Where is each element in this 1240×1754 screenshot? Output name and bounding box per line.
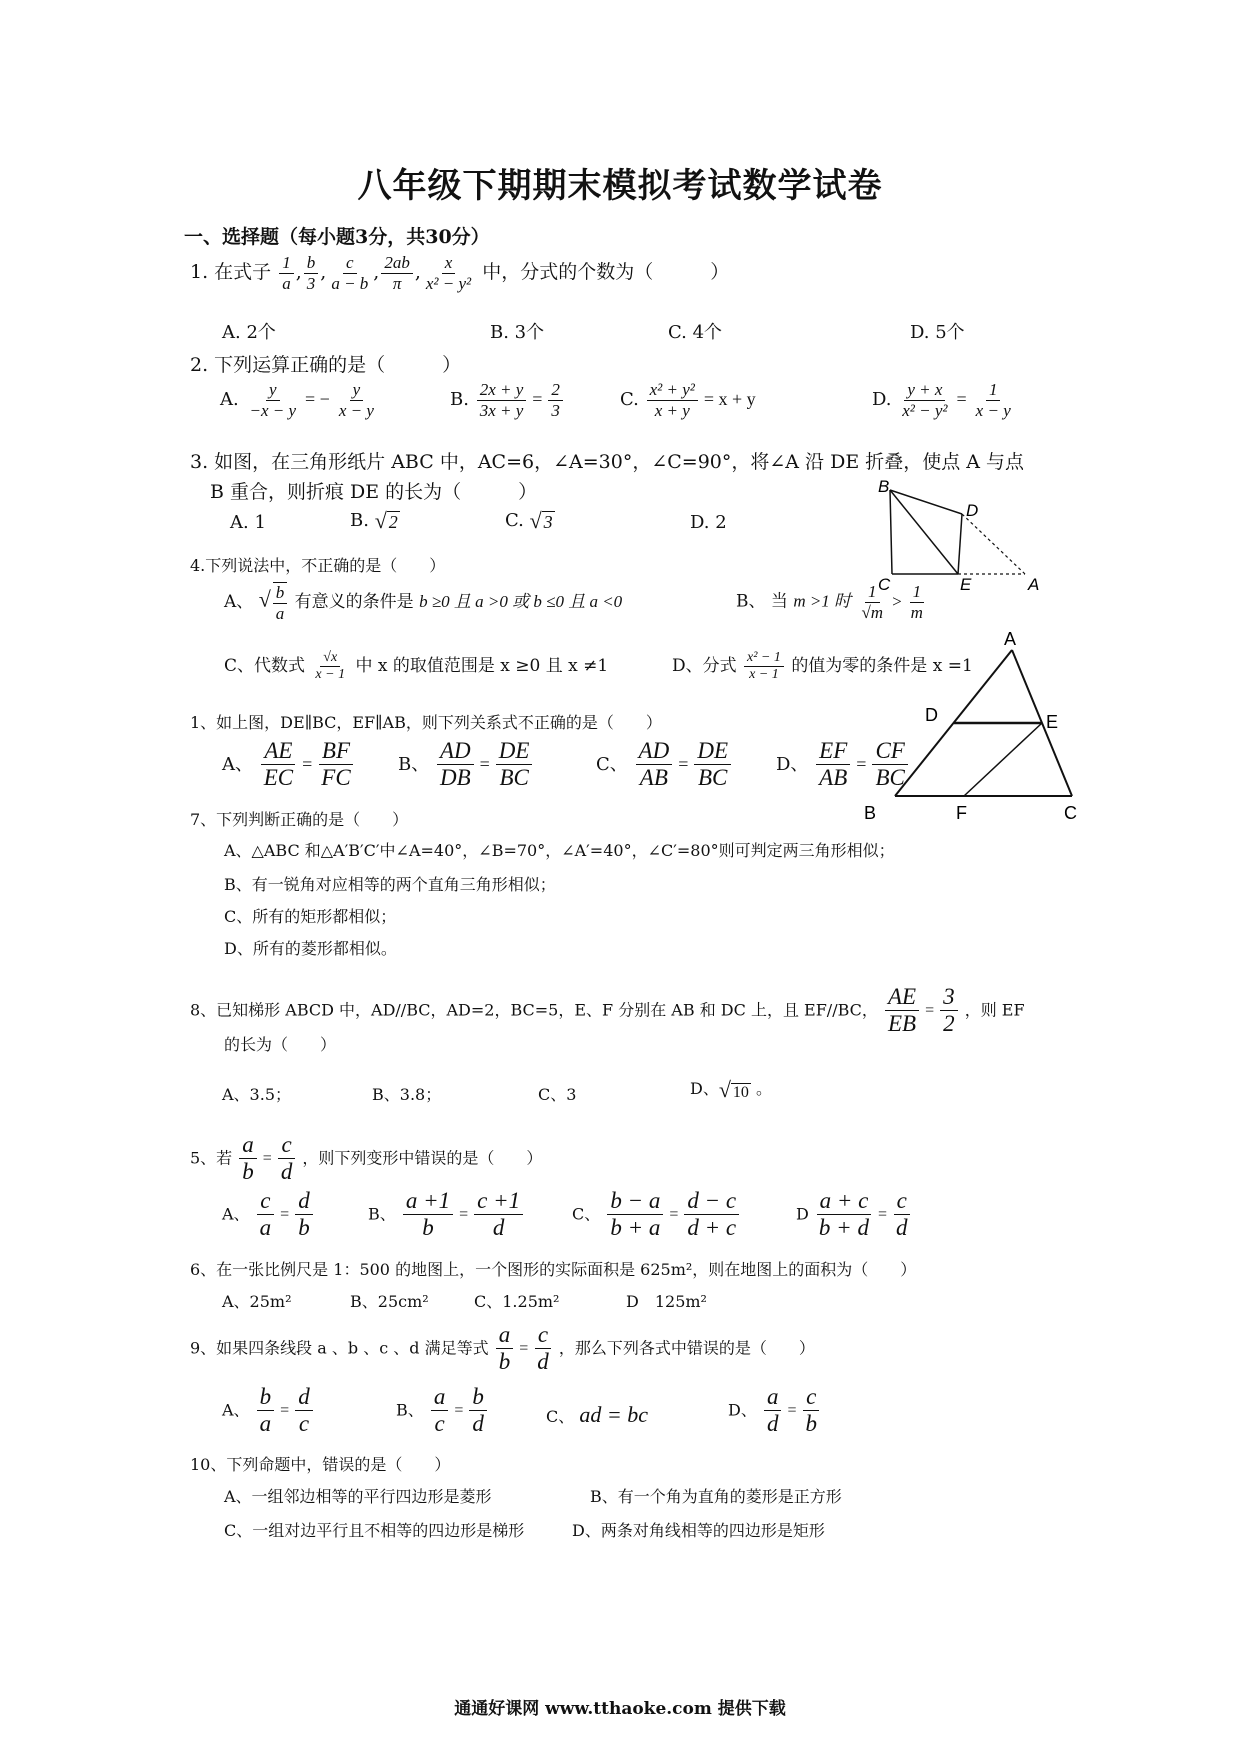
q5-option-d: D $\frac{a + c}{b + d}$ = $\frac{c}{d}$	[796, 1188, 912, 1242]
question-2: 2. 下列运算正确的是（ ）	[190, 354, 462, 376]
question-10: 10、下列命题中，错误的是（ ）	[190, 1455, 451, 1474]
question-1: 1. 在式子 $\frac{1}{a}$ , $\frac{b}{3}$ , $\frac{c}{a - b}$ , $\frac{2ab}{\pi}$ , $\frac{x}{\text{x² − y²}}$ 中，分式的个数为（ ）	[190, 253, 730, 293]
q10-option-d: D、两条对角线相等的四边形是矩形	[572, 1521, 825, 1540]
q6-option-a: A、25m²	[222, 1292, 292, 1311]
label-d: D	[966, 501, 979, 520]
label-b: B	[864, 803, 877, 823]
label-d: D	[925, 705, 938, 725]
q4-option-a: A、 √ $\frac{b}{a}$ 有意义的条件是 b ≥0 且 a >0 或 b ≤0 且 a <0	[224, 583, 623, 623]
q2-option-d: D. $\frac{y + x}{\text{x² − y²}}$ = $\frac{1}{x - y}$	[872, 380, 1011, 420]
label-b: B	[878, 478, 890, 496]
q6-option-c: C、1.25m²	[474, 1292, 560, 1311]
q7-option-d: D、所有的菱形都相似。	[224, 939, 397, 958]
q1b-option-d: D、 $\frac{EF}{AB}$ = $\frac{CF}{BC}$	[776, 738, 910, 792]
label-c: C	[878, 575, 891, 594]
q1-prefix: 1. 在式子	[190, 261, 272, 284]
q5-option-b: B、 $\frac{a +1}{b}$ = $\frac{c +1}{d}$	[368, 1188, 525, 1242]
question-3-line2: B 重合，则折痕 DE 的长为（ ）	[210, 481, 538, 503]
q7-option-a: A、△ABC 和△A′B′C′中∠A=40°，∠B=70°，∠A′=40°，∠C′=80°则可判定两三角形相似；	[224, 841, 895, 860]
q8-option-b: B、3.8；	[372, 1085, 442, 1104]
q2-option-a: A. $\frac{y}{-x - y}$ = − $\frac{y}{x - y}$	[220, 380, 374, 420]
q1b-option-a: A、 $\frac{AE}{EC}$ = $\frac{BF}{FC}$	[222, 738, 356, 792]
q3-option-b: B. √ 2	[350, 508, 398, 533]
q6-option-d: D 125m²	[626, 1292, 707, 1311]
q2-option-b: B. $\frac{2x + y}{3x + y}$ = $\frac{2}{3}$	[450, 380, 565, 420]
question-9: 9、如果四条线段 a 、b 、c 、d 满足等式 $\frac{a}{b}$ = $\frac{c}{d}$ ，那么下列各式中错误的是（ ）	[190, 1322, 815, 1375]
question-7: 7、下列判断正确的是（ ）	[190, 810, 409, 829]
section-heading: 一、选择题（每小题3分，共30分）	[184, 226, 490, 248]
footer-credit: 通通好课网 www.tthaoke.com 提供下载	[454, 1699, 786, 1719]
q9-option-a: A、 $\frac{b}{a}$ = $\frac{d}{c}$	[222, 1384, 315, 1438]
label-e: E	[1046, 712, 1059, 732]
q9-option-c: C、 ad = bc	[546, 1402, 648, 1427]
q1-suffix: 中，分式的个数为（ ）	[482, 261, 730, 284]
q2-option-c: C. $\frac{\text{x² + y²}}{x + y}$ = x + y	[620, 380, 756, 420]
q9-option-b: B、 $\frac{a}{c}$ = $\frac{b}{d}$	[396, 1384, 489, 1438]
q10-option-c: C、一组对边平行且不相等的四边形是梯形	[224, 1521, 525, 1540]
question-1b: 1、如上图，DE∥BC，EF∥AB，则下列关系式不正确的是（ ）	[190, 713, 662, 732]
q5-option-a: A、 $\frac{c}{a}$ = $\frac{d}{b}$	[222, 1188, 315, 1242]
q7-option-b: B、有一锐角对应相等的两个直角三角形相似；	[224, 875, 556, 894]
page-title: 八年级下期期末模拟考试数学试卷	[357, 166, 883, 206]
question-3-line1: 3. 如图，在三角形纸片 ABC 中，AC=6，∠A=30°，∠C=90°，将∠A 沿 DE 折叠，使点 A 与点	[190, 451, 1025, 473]
q1b-option-c: C、 $\frac{AD}{AB}$ = $\frac{DE}{BC}$	[596, 738, 733, 792]
question-6: 6、在一张比例尺是 1：500 的地图上，一个图形的实际面积是 625m²，则在地图上的面积为（ ）	[190, 1260, 917, 1279]
question-4: 4.下列说法中，不正确的是（ ）	[190, 556, 446, 575]
question-8-line1: 8、已知梯形 ABCD 中，AD//BC，AD=2，BC=5，E、F 分别在 AB 和 DC 上，且 EF//BC， $\frac{AE}{EB}$ = $\frac{3}{2}$ ，则 EF	[190, 984, 1025, 1037]
q1-option-c: C. 4个	[668, 322, 723, 343]
q8-option-d: D、√ 10 。	[690, 1076, 773, 1102]
question-8-line2: 的长为（ ）	[224, 1035, 337, 1054]
label-e: E	[960, 575, 972, 594]
q10-option-a: A、一组邻边相等的平行四边形是菱形	[224, 1487, 492, 1506]
q8-option-c: C、3	[538, 1085, 577, 1104]
q1-option-b: B. 3个	[490, 322, 545, 343]
fold-triangle-figure	[870, 478, 1050, 598]
question-5: 5、若 $\frac{a}{b}$ = $\frac{c}{d}$ ，则下列变形中错误的是（ ）	[190, 1132, 543, 1185]
q3-option-a: A. 1	[230, 512, 266, 533]
parallel-lines-triangle-figure	[860, 628, 1100, 828]
label-a: A	[1004, 629, 1017, 649]
q4-option-d: D、分式 $\frac{\text{x² − 1}}{x - 1}$ 的值为零的条件是 x =1	[672, 650, 973, 683]
label-c: C	[1064, 803, 1077, 823]
q5-option-c: C、 $\frac{b - a}{b + a}$ = $\frac{d - c}{d + c}$	[572, 1188, 741, 1242]
label-f: F	[956, 803, 967, 823]
q8-option-a: A、3.5；	[222, 1085, 292, 1104]
label-a: A	[1028, 575, 1040, 594]
q9-option-d: D、 $\frac{a}{d}$ = $\frac{c}{b}$	[728, 1384, 822, 1438]
q3-option-d: D. 2	[690, 512, 727, 533]
q4-option-b: B、 当 m >1 时 $\frac{1}{√m}$ > $\frac{1}{m}$	[736, 582, 923, 622]
q7-option-c: C、所有的矩形都相似；	[224, 907, 397, 926]
q1-option-d: D. 5个	[910, 322, 965, 343]
q10-option-b: B、有一个角为直角的菱形是正方形	[590, 1487, 842, 1506]
q6-option-b: B、25cm²	[350, 1292, 429, 1311]
q3-option-c: C. √ 3	[505, 508, 553, 533]
q1b-option-b: B、 $\frac{AD}{DB}$ = $\frac{DE}{BC}$	[398, 738, 534, 792]
q4-option-c: C、代数式 $\frac{√x}{x - 1}$ 中 x 的取值范围是 x ≥0 且 x ≠1	[224, 650, 609, 683]
q1-option-a: A. 2个	[222, 322, 276, 343]
